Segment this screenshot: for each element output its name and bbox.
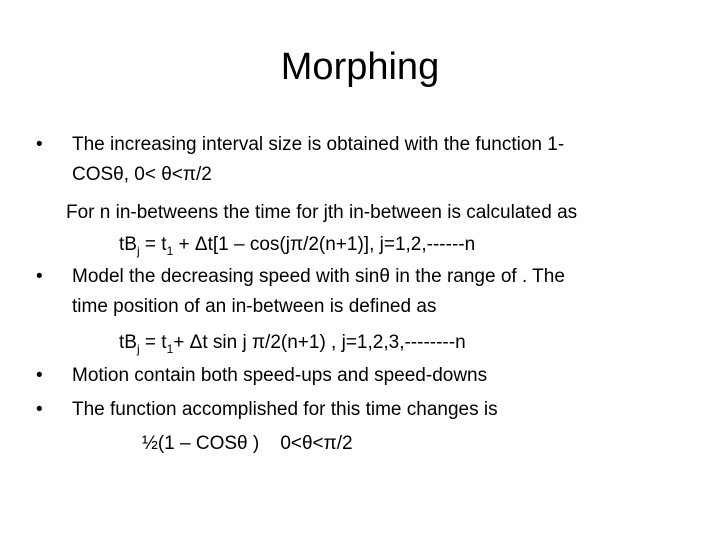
formula-1-part-c: + Δt[1 – cos(jπ/2(n+1)], j=1,2,------n (173, 234, 476, 255)
bullet-marker: • (36, 134, 43, 155)
bullet-3-line-1: Motion contain both speed-ups and speed-downs (72, 365, 488, 386)
formula-3: ½(1 – COSθ ) 0<θ<π/2 (142, 433, 353, 454)
formula-2-subscript-j: j (136, 341, 140, 356)
formula-2-part-a: tB (119, 332, 137, 353)
formula-1-part-b: = t (139, 234, 167, 255)
slide-title: Morphing (280, 46, 440, 88)
bullet-2-line-1: Model the decreasing speed with sinθ in the range of . The (72, 266, 565, 287)
formula-1-subscript-1: 1 (166, 243, 174, 258)
bullet-4-line-1: The function accomplished for this time changes is (72, 399, 498, 420)
bullet-marker: • (36, 399, 43, 420)
formula-1-subscript-j: j (136, 243, 140, 258)
formula-2-part-c: + Δt sin j π/2(n+1) , j=1,2,3,--------n (173, 332, 466, 353)
formula-1 (119, 233, 475, 257)
formula-2-part-b: = t (139, 332, 167, 353)
formula-1-part-a: tB (119, 234, 137, 255)
bullet-1-line-2: COSθ, 0< θ<π/2 (72, 164, 212, 185)
bullet-2-line-2: time position of an in-between is defined as (72, 296, 437, 317)
bullet-1-line-1: The increasing interval size is obtained with the function 1- (72, 134, 565, 155)
bullet-marker: • (36, 266, 43, 287)
bullet-1-line-3: For n in-betweens the time for jth in-between is calculated as (66, 202, 578, 223)
formula-2-subscript-1: 1 (166, 341, 174, 356)
formula-2 (119, 331, 466, 355)
bullet-marker: • (36, 365, 43, 386)
